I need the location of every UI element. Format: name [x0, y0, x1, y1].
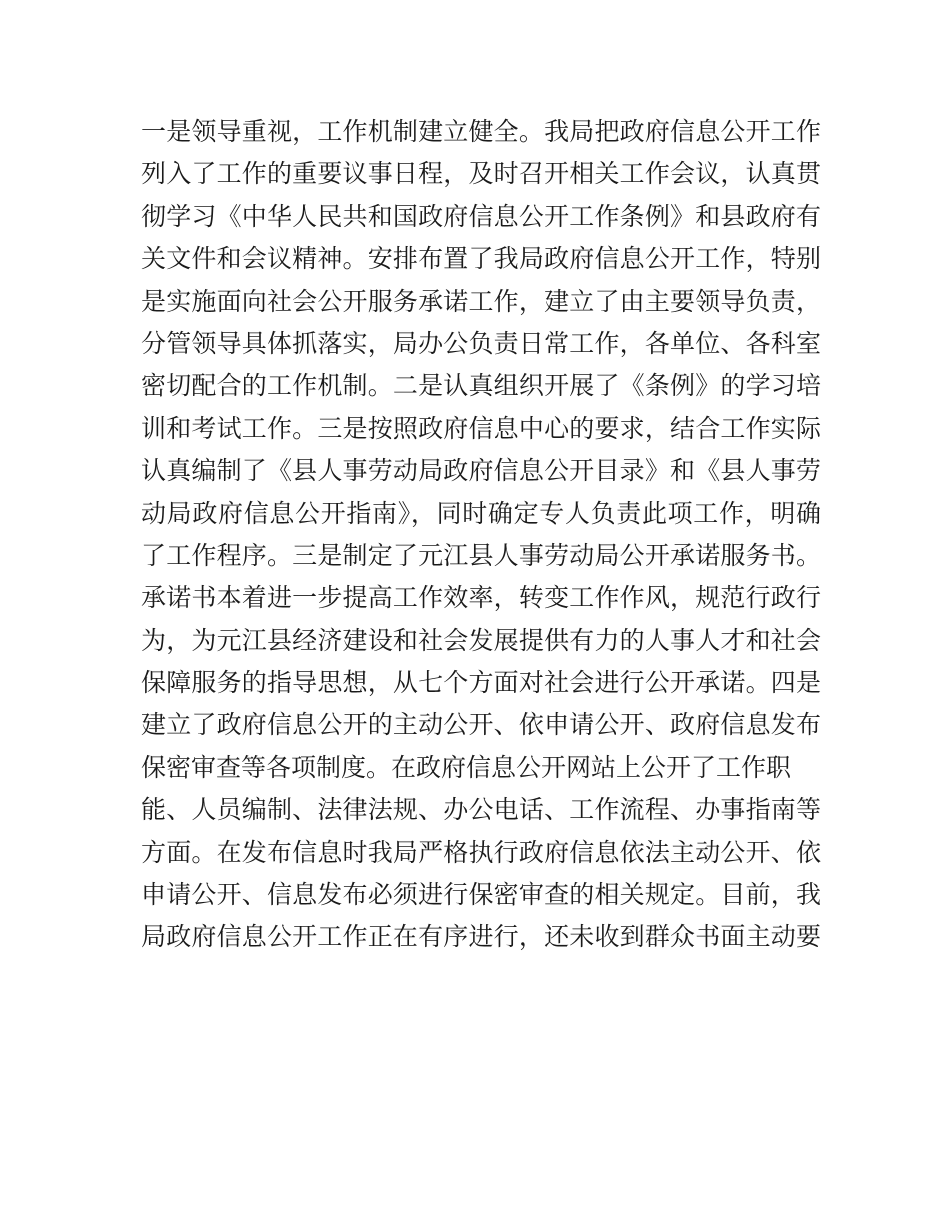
text-line: 训和考试工作。三是按照政府信息中心的要求，结合工作实际	[141, 413, 821, 443]
text-line: 保障服务的指导思想，从七个方面对社会进行公开承诺。四是	[141, 668, 821, 698]
text-line: 列入了工作的重要议事日程，及时召开相关工作会议，认真贯	[141, 159, 821, 189]
text-line: 密切配合的工作机制。二是认真组织开展了《条例》的学习培	[141, 371, 821, 401]
text-line: 动局政府信息公开指南》，同时确定专人负责此项工作，明确	[141, 498, 821, 528]
body-paragraph	[141, 111, 821, 959]
text-line: 能、人员编制、法律法规、办公电话、工作流程、办事指南等	[141, 795, 821, 825]
text-line: 建立了政府信息公开的主动公开、依申请公开、政府信息发布	[141, 710, 821, 740]
text-line: 分管领导具体抓落实，局办公负责日常工作，各单位、各科室	[141, 328, 821, 358]
text-line: 关文件和会议精神。安排布置了我局政府信息公开工作，特别	[141, 244, 821, 274]
text-line: 申请公开、信息发布必须进行保密审查的相关规定。目前，我	[141, 880, 821, 910]
text-line: 承诺书本着进一步提高工作效率，转变工作作风，规范行政行	[141, 583, 821, 613]
text-line: 认真编制了《县人事劳动局政府信息公开目录》和《县人事劳	[141, 456, 821, 486]
text-line: 是实施面向社会公开服务承诺工作，建立了由主要领导负责，	[141, 286, 821, 316]
text-line: 一是领导重视，工作机制建立健全。我局把政府信息公开工作	[141, 117, 821, 146]
text-line: 为，为元江县经济建设和社会发展提供有力的人事人才和社会	[141, 625, 821, 655]
text-line: 保密审查等各项制度。在政府信息公开网站上公开了工作职	[141, 752, 792, 782]
text-line: 了工作程序。三是制定了元江县人事劳动局公开承诺服务书。	[141, 540, 821, 570]
text-line: 彻学习《中华人民共和国政府信息公开工作条例》和县政府有	[141, 201, 821, 231]
text-line: 方面。在发布信息时我局严格执行政府信息依法主动公开、依	[141, 837, 821, 867]
text-line: 局政府信息公开工作正在有序进行，还未收到群众书面主动要	[141, 922, 821, 952]
